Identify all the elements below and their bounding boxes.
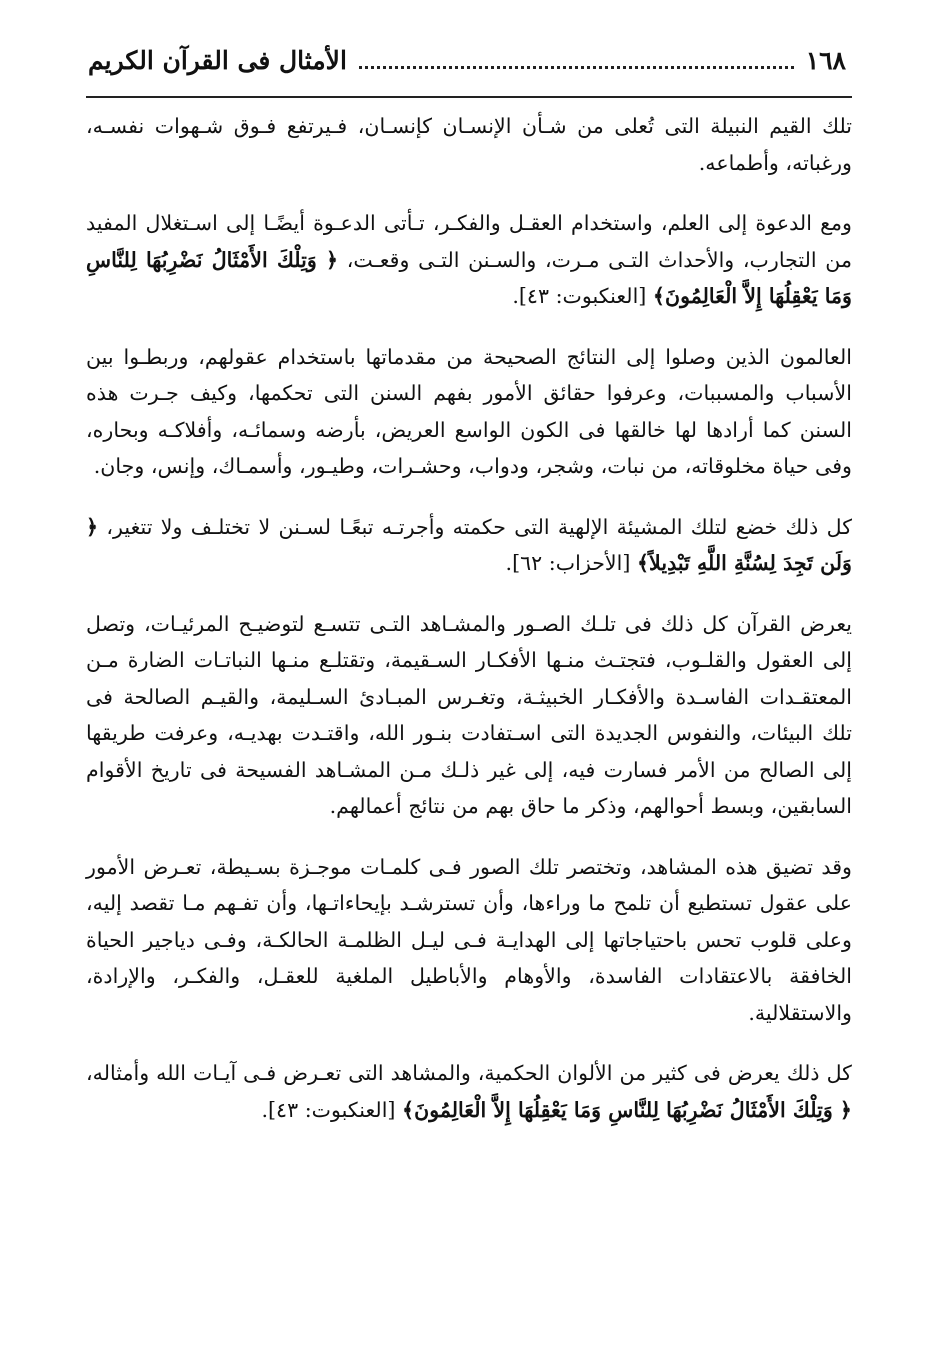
- verse-citation: [العنكبوت: ٤٣].: [512, 284, 653, 308]
- paragraph-text: ومع الدعوة إلى العلم، واستخدام العقـل والفكـر، تـأتى الدعـوة أيضًـا إلى اسـتغلال المفيد من التجارب، والأحداث التـى مـرت، والسـنن التـى وقعـت،: [86, 211, 852, 272]
- paragraph-3: [86, 339, 852, 485]
- paragraph-text: وقد تضيق هذه المشاهد، وتختصر تلك الصور فـى كلمـات موجـزة بسـيطة، تعـرض الأمور على عقول تستطيع أن تلمح ما وراءها، وأن تسترشـد بإيحاءاتـها، وأن تفـهم مـا تقصد إليه، وعلى قلوب تحس باحتياجاتها إلى الهدايـة فـى ليـل الظلمـة الحالكـة، وفـى دياجير الحياة الخافقة بالاعتقادات الفاسدة، والأوهام والأباطيل الملغية للعقـل، والفكـر، والإرادة، والاستقلالية.: [86, 854, 852, 1025]
- paragraph-2: [86, 205, 852, 315]
- paragraph-text: يعرض القرآن كل ذلك فى تلـك الصـور والمشـاهد التـى تتسـع لتوضيـح المرئيـات، وتصل إلى العقول والقلـوب، فتجتـث منـها الأفكـار السـقيمة، وتقتلـع منـها النباتـات الضارة مـن المعتقـدات الفاسـدة والأفكـار الخبيثـة، وتغـرس المبـادئ السـليمة، والقيـم الصالحة فى تلك البيئات، والنفوس الجديدة التى اسـتفادت بنـور الله، واقتـدت بهديـه، وعرفت طريقها إلى الصالح من الأمر فسارت فيه، إلى غير ذلـك مـن المشـاهد الفسيحة فى تاريخ الأقوام السابقين، وبسط أحوالهم، وذكر ما حاق بهم من نتائج أعمالهم.: [86, 611, 852, 818]
- quran-verse: ﴿ وَتِلْكَ الأَمْثَالُ نَضْرِبُهَا لِلنَّاسِ وَمَا يَعْقِلُهَا إِلاَّ الْعَالِمُونَ﴾: [402, 1097, 852, 1122]
- book-title: الأمثال فى القرآن الكريم: [88, 46, 347, 75]
- paragraph-text: العالمون الذين وصلوا إلى النتائج الصحيحة من مقدماتها باستخدام عقولهم، وربطـوا بين الأسباب والمسببات، وعرفوا حقائق الأمور بفهم السنن التى تحكمها، وكيف جـرت هذه السنن كما أرادها لها خالقها فى الكون الواسع العريض، بأرضه وسمائـه، وأفلاكـه وبحاره، وفى حياة مخلوقاته، من نبات، وشجر، ودواب، وحشـرات، وطيـور، وأسمـاك، وإنس، وجان.: [86, 344, 852, 478]
- quran-verse: ﴿ وَتِلْكَ الأَمْثَالُ نَضْرِبُهَا لِلنَّاسِ وَمَا يَعْقِلُهَا إِلاَّ الْعَالِمُونَ﴾: [86, 247, 852, 308]
- header-rule: [86, 96, 852, 98]
- paragraph-4: [86, 509, 852, 582]
- paragraph-text: تلك القيم النبيلة التى تُعلى من شـأن الإنسـان كإنسـان، فـيرتفع فـوق شـهوات نفسـه، ورغباته، وأطماعه.: [86, 114, 852, 175]
- page-number: ١٦٨: [805, 46, 846, 75]
- page-header: [88, 46, 846, 96]
- header-dot-leader: [359, 52, 794, 69]
- verse-citation: [الأحزاب: ٦٢].: [505, 551, 637, 575]
- paragraph-1: [86, 108, 852, 181]
- quran-verse: ﴿ وَلَن تَجِدَ لِسُنَّةِ اللَّهِ تَبْدِيلاً﴾: [86, 514, 852, 575]
- verse-citation: [العنكبوت: ٤٣].: [261, 1097, 402, 1122]
- paragraph-5: [86, 606, 852, 825]
- paragraph-text: كل ذلك خضع لتلك المشيئة الإلهية التى حكمته وأجرتـه تبعًـا لسـنن لا تختلـف ولا تتغير،: [98, 514, 852, 539]
- paragraph-7: [86, 1055, 852, 1128]
- paragraph-text: كل ذلك يعرض فى كثير من الألوان الحكمية، والمشاهد التى تعـرض فـى آيـات الله وأمثاله،: [86, 1061, 852, 1085]
- paragraph-6: [86, 849, 852, 1032]
- page-body: [86, 108, 852, 1128]
